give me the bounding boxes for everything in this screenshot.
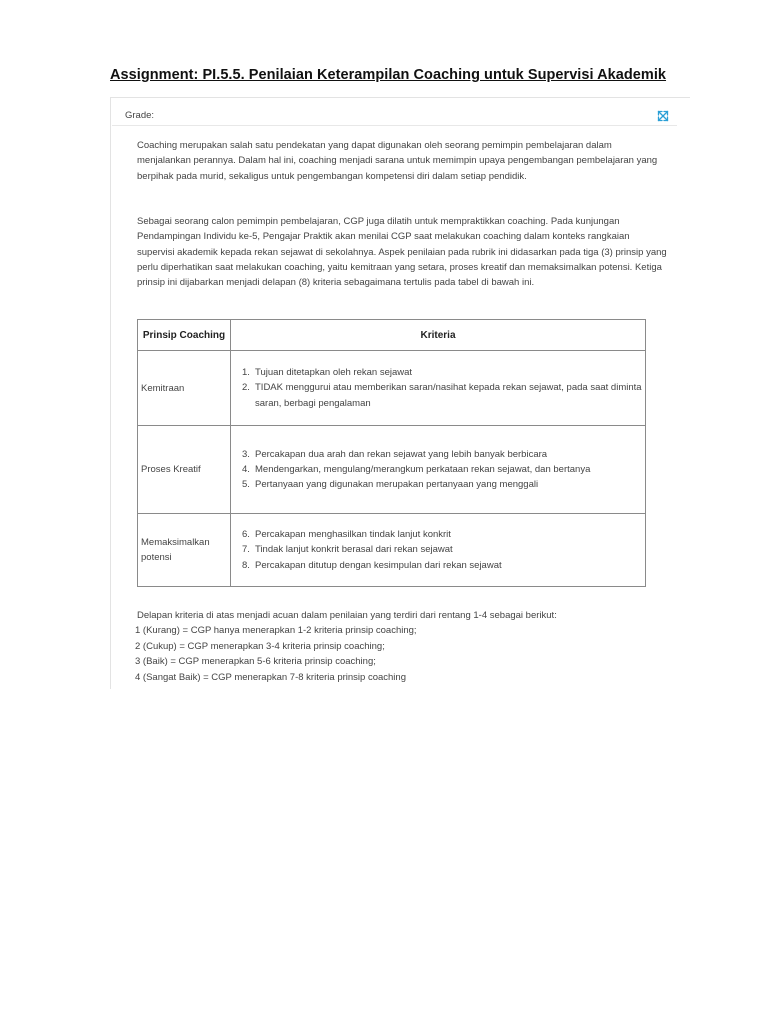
criteria-item: 8. Percakapan ditutup dengan kesimpulan dari rekan sejawat [242, 559, 502, 571]
criteria-item: 7. Tindak lanjut konkrit berasal dari rekan sejawat [242, 544, 453, 556]
context-paragraph: Sebagai seorang calon pemimpin pembelajaran, CGP juga dilatih untuk mempraktikkan coaching. Pada kunjungan Pendampingan Individu ke-5, Pengajar Praktik akan menilai CGP saat melakukan coaching dalam konteks rangkaian supervisi akademik kepada rekan sejawat di sekolahnya. Aspek penilaian pada rubrik ini didasarkan pada tiga (3) prinsip yang perlu diperhatikan saat melakukan coaching, yaitu kemitraan yang setara, proses kreatif dan memaksimalkan potensi. Ketiga prinsip ini dijabarkan menjadi delapan (8) kriteria sebagaimana tertulis pada tabel di bawah ini. [137, 216, 667, 289]
criteria-item: 6. Percakapan menghasilkan tindak lanjut konkrit [242, 529, 451, 541]
expand-arrows-icon[interactable] [657, 110, 669, 122]
grade-bar [112, 99, 677, 126]
criteria-item: 3. Percakapan dua arah dan rekan sejawat yang lebih banyak berbicara [242, 448, 548, 460]
grading-summary [137, 608, 667, 685]
principle-kemitraan: Kemitraan [138, 351, 231, 426]
intro-paragraph: Coaching merupakan salah satu pendekatan yang dapat digunakan oleh seorang pemimpin pembelajaran dalam menjalankan perannya. Dalam hal ini, coaching menjadi sarana untuk memimpin upaya pengembangan pembelajaran yang berpihak pada murid, sekaligus untuk pengembangan kompetensi diri dalam setiap pendidik. [137, 140, 658, 182]
principle-memaksimalkan-potensi: Memaksimalkan potensi [138, 514, 231, 587]
criteria-cell [231, 426, 646, 514]
grade-label: Grade: [125, 110, 155, 121]
criteria-cell [231, 514, 646, 587]
table-header-row [138, 320, 646, 351]
table-row [138, 426, 646, 514]
table-row [138, 514, 646, 587]
criteria-cell [231, 351, 646, 426]
grade-level-2: 2 (Cukup) = CGP menerapkan 3-4 kriteria prinsip coaching; [135, 640, 385, 652]
principle-proses-kreatif: Proses Kreatif [138, 426, 231, 514]
criteria-item: 4. Mendengarkan, mengulang/merangkum perkataan rekan sejawat, dan bertanya [242, 463, 591, 475]
header-criteria: Kriteria [231, 320, 646, 351]
assignment-panel [110, 97, 690, 689]
summary-intro: Delapan kriteria di atas menjadi acuan dalam penilaian yang terdiri dari rentang 1-4 sebagai berikut: [137, 610, 557, 621]
criteria-item: 2. TIDAK menggurui atau memberikan saran/nasihat kepada rekan sejawat, pada saat diminta saran, berbagi pengalaman [242, 382, 642, 409]
criteria-table [137, 319, 646, 587]
criteria-item: 5. Pertanyaan yang digunakan merupakan pertanyaan yang menggali [242, 479, 539, 491]
page-title: Assignment: PI.5.5. Penilaian Keterampilan Coaching untuk Supervisi Akademik [110, 67, 667, 83]
grade-level-1: 1 (Kurang) = CGP hanya menerapkan 1-2 kriteria prinsip coaching; [135, 625, 417, 637]
grade-level-4: 4 (Sangat Baik) = CGP menerapkan 7-8 kriteria prinsip coaching [135, 671, 406, 683]
criteria-item: 1. Tujuan ditetapkan oleh rekan sejawat [242, 367, 413, 379]
header-principle: Prinsip Coaching [138, 320, 231, 351]
table-row [138, 351, 646, 426]
grade-level-3: 3 (Baik) = CGP menerapkan 5-6 kriteria prinsip coaching; [135, 656, 376, 668]
